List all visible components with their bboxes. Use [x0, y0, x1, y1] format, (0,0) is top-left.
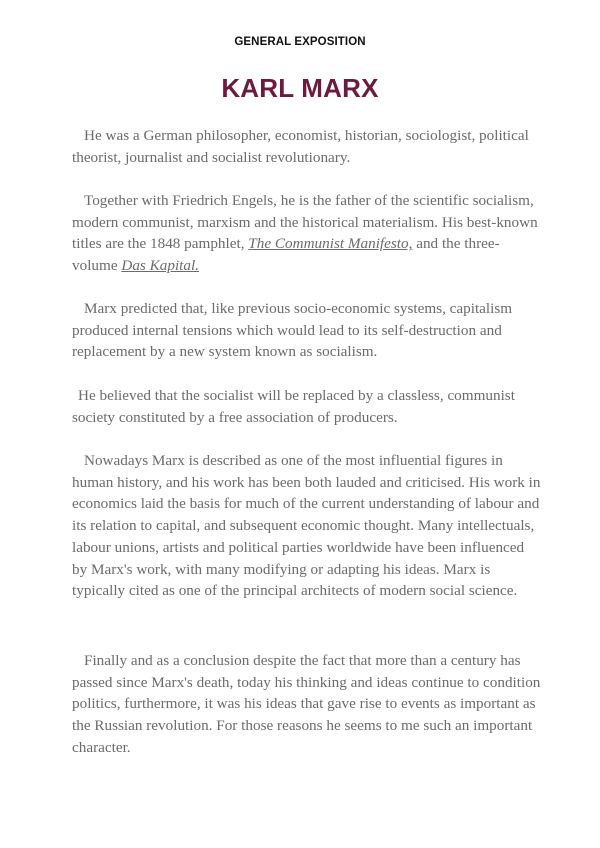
paragraph-works — [72, 190, 542, 277]
communist-manifesto-link[interactable]: The Communist Manifesto, — [248, 235, 413, 253]
paragraph-works-text-1: Together with Friedrich Engels, he is the father of the scientific socialism, modern communist, marxism and the historical materialism. His best-known titles are the 1848 pamphlet, — [72, 192, 538, 253]
paragraph-prediction: Marx predicted that, like previous socio-economic systems, capitalism produced internal tensions which would lead to its self-destruction and replacement by a new system known as socialism. — [72, 300, 513, 361]
paragraph-influence: Nowadays Marx is described as one of the most influential figures in human history, and his work has been both lauded and criticised. His work in economics laid the basis for much of the current understanding of labour and its relation to capital, and subsequent economic thought. Many intellectuals, labour unions, artists and political parties worldwide have been influenced by Marx's work, with many modifying or adapting his ideas. Marx is typically cited as one of the principal architects of modern social science. — [72, 452, 541, 600]
paragraph-conclusion: Finally and as a conclusion despite the fact that more than a century has passed since Marx's death, today his thinking and ideas continue to condition politics, furthermore, it was his ideas that gave rise to events as important as the Russian revolution. For those reasons he seems to me such an important character. — [72, 652, 541, 756]
page-title: KARL MARX — [221, 73, 379, 103]
das-kapital-link[interactable]: Das Kapital. — [121, 257, 199, 275]
section-kicker: GENERAL EXPOSITION — [234, 36, 366, 48]
paragraph-works-text-2: and the three-volume — [72, 235, 500, 275]
paragraph-belief: He believed that the socialist will be replaced by a classless, communist society constituted by a free association of producers. — [72, 387, 515, 426]
paragraph-intro: He was a German philosopher, economist, historian, sociologist, political theorist, journalist and socialist revolutionary. — [72, 127, 529, 166]
